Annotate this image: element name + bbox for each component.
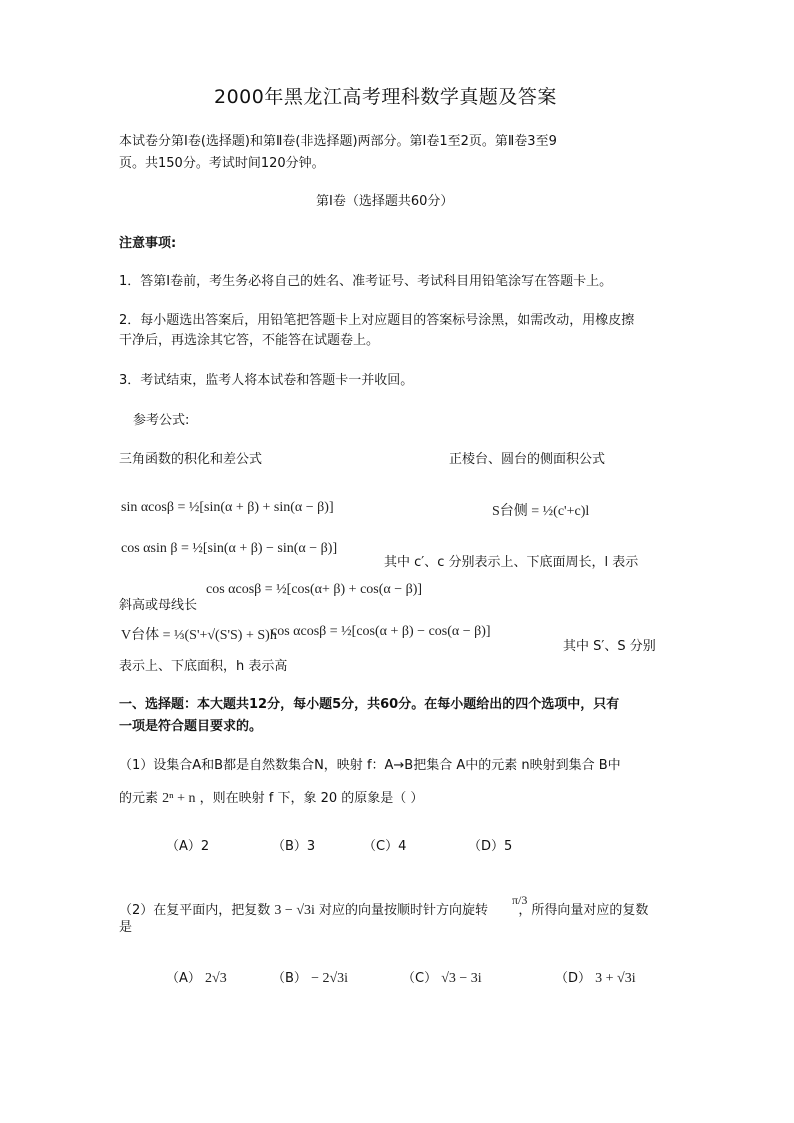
q2-option-a	[166, 968, 227, 990]
question-1-expression: 2ⁿ + n	[162, 791, 196, 806]
note-s-line-1: 其中 S′、S 分别	[563, 639, 656, 654]
formula-volume: V台体 = ⅓(S'+√(S'S) + S)h	[121, 628, 277, 643]
q2-option-c-label: （C）	[402, 971, 438, 986]
part1-heading: 第Ⅰ卷（选择题共60分）	[316, 194, 454, 209]
q2-option-b-label: （B）	[272, 971, 307, 986]
formula-cos-sin: cos αsin β = ½[sin(α + β) − sin(α − β)]	[121, 541, 338, 556]
q2-option-c-value: √3 − 3i	[441, 971, 482, 986]
question-2-middle: 对应的向量按顺时针方向旋转	[319, 903, 489, 918]
question-2-fraction: π/3	[512, 893, 528, 907]
question-1-line-2	[119, 788, 423, 810]
notes-heading: 注意事项:	[119, 236, 177, 251]
note-3: 3．考试结束，监考人将本试卷和答题卡一并收回。	[119, 373, 414, 388]
q2-option-d-label: （D）	[555, 971, 592, 986]
question-2-prefix: （2）在复平面内，把复数	[119, 903, 271, 918]
question-1-prefix: 的元素	[119, 791, 159, 806]
q1-option-d: （D）5	[468, 839, 513, 854]
q2-option-d	[555, 968, 636, 990]
note-2-line-2: 干净后，再选涂其它答，不能答在试题卷上。	[119, 333, 380, 348]
note-s-line-2: 表示上、下底面积，h 表示高	[119, 659, 288, 674]
ref-left-title: 三角函数的积化和差公式	[119, 452, 263, 467]
note-c-line-1: 其中 c′、c 分别表示上、下底面周长，l 表示	[384, 555, 639, 570]
ref-right-title: 正棱台、圆台的侧面积公式	[449, 452, 606, 467]
note-2-line-1: 2．每小题选出答案后，用铅笔把答题卡上对应题目的答案标号涂黑，如需改动，用橡皮擦	[119, 313, 635, 328]
q1-option-c: （C）4	[363, 839, 407, 854]
note-c-line-2: 斜高或母线长	[119, 598, 198, 613]
q2-option-a-value: 2√3	[205, 971, 227, 986]
intro-line-2: 页。共150分。考试时间120分钟。	[119, 156, 325, 171]
question-1-line-1: （1）设集合A和B都是自然数集合N，映射 f：A→B把集合 A中的元素 n映射到集合 B中	[119, 758, 621, 773]
question-2-line-1	[119, 900, 648, 922]
formula-cos-cos: cos αcosβ = ½[cos(α+ β) + cos(α − β)]	[206, 582, 423, 597]
formula-cos-cos-diff: cos αcosβ = ½[cos(α + β) − cos(α − β)]	[271, 624, 491, 639]
section-1-line-1: 一、选择题：本大题共12分，每小题5分，共60分。在每小题给出的四个选项中，只有	[119, 697, 620, 712]
q2-option-c	[402, 968, 482, 990]
q2-option-a-label: （A）	[166, 971, 201, 986]
intro-line-1: 本试卷分第Ⅰ卷(选择题)和第Ⅱ卷(非选择题)两部分。第Ⅰ卷1至2页。第Ⅱ卷3至9	[119, 134, 557, 149]
document-title: 2000年黑龙江高考理科数学真题及答案	[214, 86, 557, 108]
q2-option-b-value: − 2√3i	[311, 971, 349, 986]
q1-option-a: （A）2	[166, 839, 210, 854]
formula-sin-cos: sin αcosβ = ½[sin(α + β) + sin(α − β)]	[121, 500, 334, 515]
section-1-line-2: 一项是符合题目要求的。	[119, 719, 263, 734]
question-1-suffix: ，则在映射 f 下，象 20 的原象是（ ）	[199, 791, 424, 806]
q2-option-b	[272, 968, 348, 990]
reference-heading: 参考公式:	[133, 413, 190, 428]
question-2-line-2: 是	[119, 920, 133, 935]
note-1: 1．答第Ⅰ卷前，考生务必将自己的姓名、准考证号、考试科目用铅笔涂写在答题卡上。	[119, 274, 613, 289]
question-2-expression: 3 − √3i	[274, 903, 315, 918]
formula-lateral-area: S台侧 = ½(c'+c)l	[492, 504, 590, 519]
question-2-suffix: ，所得向量对应的复数	[518, 903, 649, 918]
q1-option-b: （B）3	[272, 839, 316, 854]
q2-option-d-value: 3 + √3i	[595, 971, 636, 986]
